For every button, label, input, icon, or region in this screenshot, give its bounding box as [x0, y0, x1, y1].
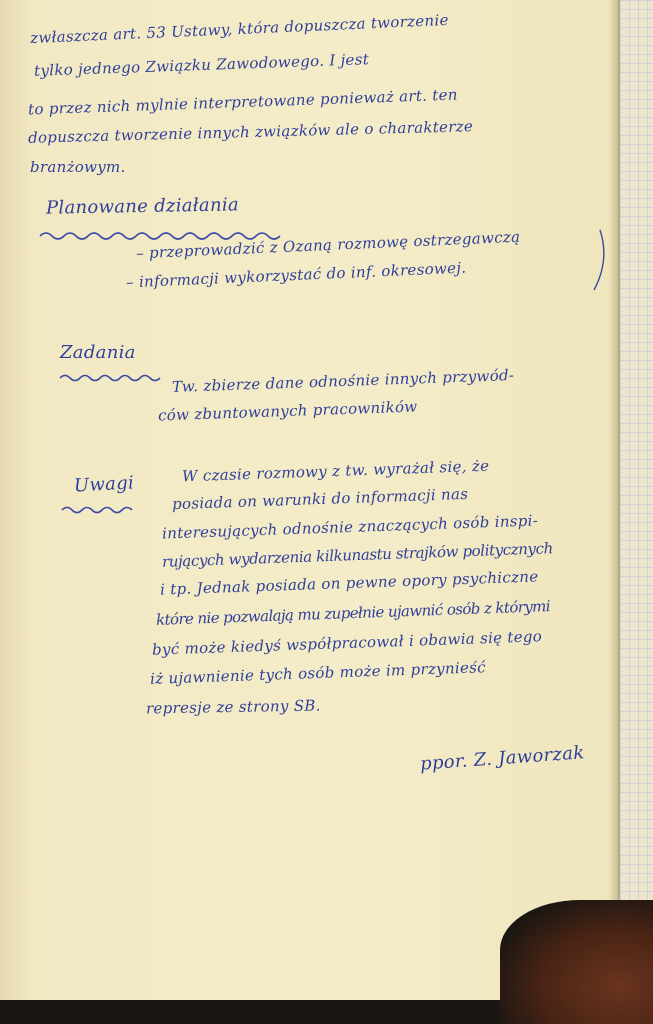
intro-line-4: dopuszcza tworzenie innych związków ale o charakterze	[27, 117, 474, 147]
remarks-heading: Uwagi	[73, 472, 135, 497]
remarks-line-7: być może kiedyś współpracował i obawia się tego	[151, 627, 543, 659]
remarks-line-8: iż ujawnienie tych osób może im przynieść	[149, 658, 487, 688]
planned-heading-squiggle-icon	[40, 233, 280, 239]
remarks-line-4: rujących wydarzenia kilkunastu strajków politycznych	[161, 539, 554, 571]
intro-line-3: to przez nich mylnie interpretowane ponieważ art. ten	[27, 85, 458, 119]
remarks-line-2: posiada on warunki do informacji nas	[171, 484, 469, 514]
tasks-heading: Zadania	[60, 342, 136, 363]
remarks-line-1: W czasie rozmowy z tw. wyrażał się, że	[181, 456, 490, 486]
remarks-line-9: represje ze strony SB.	[145, 696, 321, 718]
remarks-line-5: i tp. Jednak posiada on pewne opory psychiczne	[159, 567, 539, 599]
tasks-heading-squiggle-icon	[60, 376, 160, 381]
planned-item-2: – informacji wykorzystać do inf. okresowej.	[125, 258, 467, 292]
remarks-line-6: które nie pozwalają mu zupełnie ujawnić osób z którymi	[155, 597, 551, 629]
intro-line-2: tylko jednego Związku Zawodowego. I jest	[33, 50, 370, 80]
remarks-heading-squiggle-icon	[62, 508, 132, 513]
signature: ppor. Z. Jaworzak	[419, 742, 586, 775]
margin-mark-icon	[594, 230, 604, 290]
tasks-line-1: Tw. zbierze dane odnośnie innych przywód-	[171, 366, 515, 396]
planned-heading: Planowane działania	[45, 194, 240, 219]
remarks-line-3: interesujących odnośnie znaczących osób inspi-	[161, 511, 539, 543]
intro-line-1: zwłaszcza art. 53 Ustawy, która dopuszcza tworzenie	[29, 10, 450, 48]
planned-item-1: – przeprowadzić z Ozaną rozmowę ostrzegawczą	[135, 227, 521, 263]
tasks-line-2: ców zbuntowanych pracowników	[157, 397, 418, 425]
intro-line-5: branżowym.	[30, 158, 126, 176]
